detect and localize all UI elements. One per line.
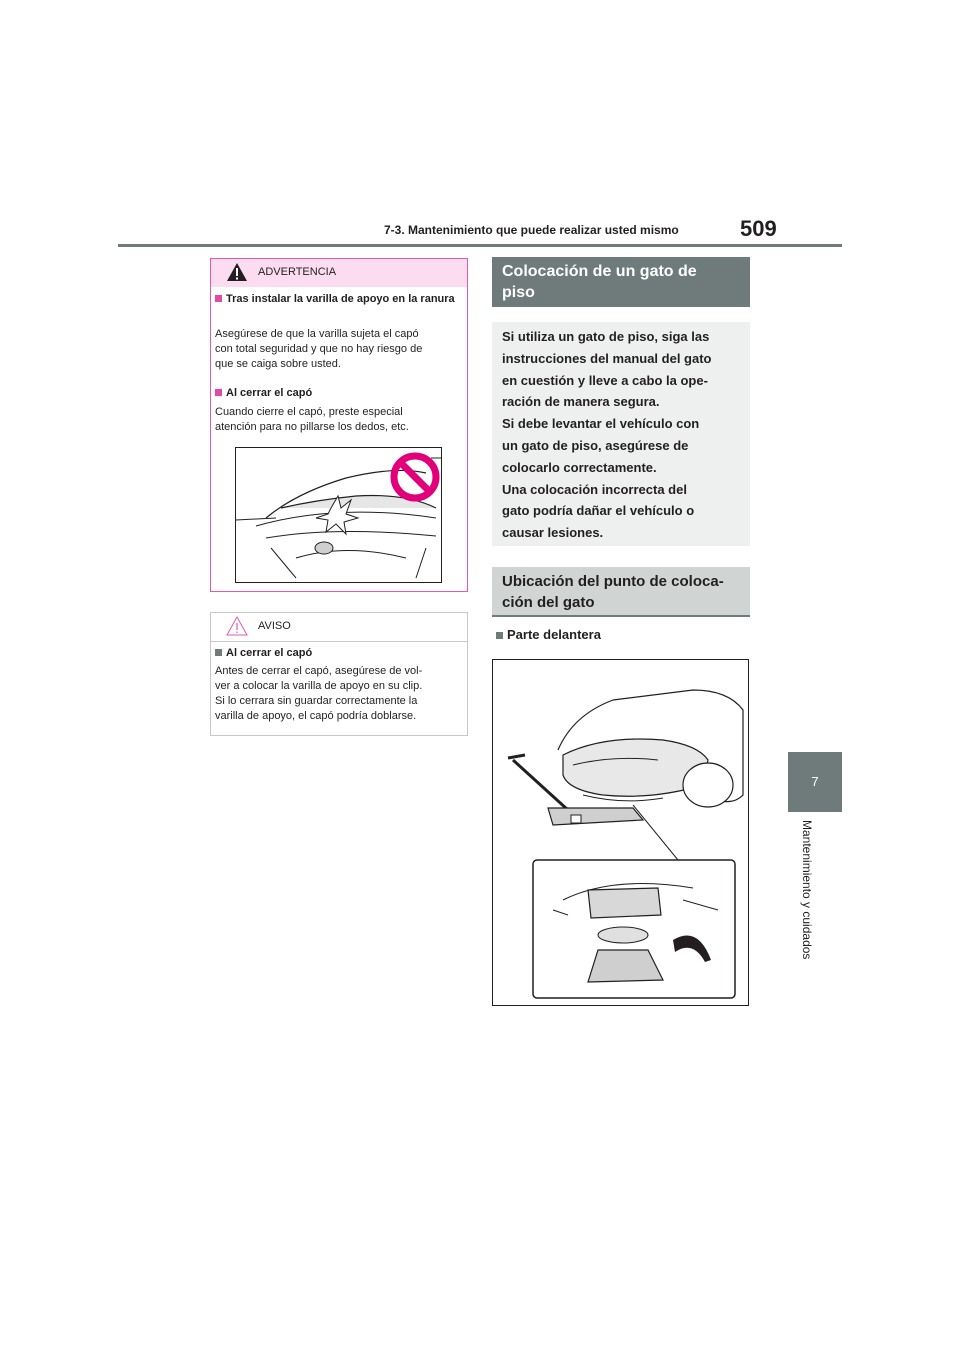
caution-triangle-icon xyxy=(226,616,248,636)
section-title: 7-3. Mantenimiento que puede realizar usted mismo xyxy=(384,223,679,237)
prohibition-icon xyxy=(390,452,440,502)
warning-item-body: Cuando cierre el capó, preste especial atención para no pillarse los dedos, etc. xyxy=(215,406,409,433)
section-heading-jack-point: Ubicación del punto de coloca- ción del gato xyxy=(492,567,750,617)
warning-item-body: Asegúrese de que la varilla sujeta el capó con total seguridad y que no hay riesgo de que se caiga sobre usted. xyxy=(215,328,423,370)
section-heading-floor-jack: Colocación de un gato de piso xyxy=(492,257,750,307)
info-box: Si utiliza un gato de piso, siga las instrucciones del manual del gato en cuestión y lleve a cabo la ope- ración de manera segura. Si debe levantar el vehículo con un gato de piso, asegúrese de colocarlo correctamente. Una colocación incorrecta del gato podría dañar el vehículo o causar lesiones. xyxy=(492,322,750,546)
page-number: 509 xyxy=(740,216,777,241)
subheading-front: Parte delantera xyxy=(496,627,601,642)
chapter-tab: 7 xyxy=(788,752,842,812)
chapter-label xyxy=(800,820,830,985)
bullet-square-icon xyxy=(496,632,503,639)
bullet-square-icon xyxy=(215,389,222,396)
jack-point-illustration xyxy=(492,659,749,1006)
notice-heading: Al cerrar el capó xyxy=(215,646,460,661)
warning-triangle-icon xyxy=(226,262,248,282)
warning-header xyxy=(211,259,467,287)
warning-item-heading: Al cerrar el capó xyxy=(215,386,460,401)
warning-title: ADVERTENCIA xyxy=(258,266,337,278)
bullet-square-icon xyxy=(215,649,222,656)
bullet-square-icon xyxy=(215,295,222,302)
notice-body: Antes de cerrar el capó, asegúrese de vol- ver a colocar la varilla de apoyo en su clip. Si lo cerrara sin guardar correctamente la varilla de apoyo, el capó podría doblarse. xyxy=(215,665,423,722)
warning-item-heading: Tras instalar la varilla de apoyo en la ranura xyxy=(215,292,460,307)
chapter-title: Mantenimiento y cuidados xyxy=(800,820,814,960)
notice-title: AVISO xyxy=(258,620,291,632)
notice-header xyxy=(211,613,467,642)
header-rule xyxy=(118,244,842,247)
